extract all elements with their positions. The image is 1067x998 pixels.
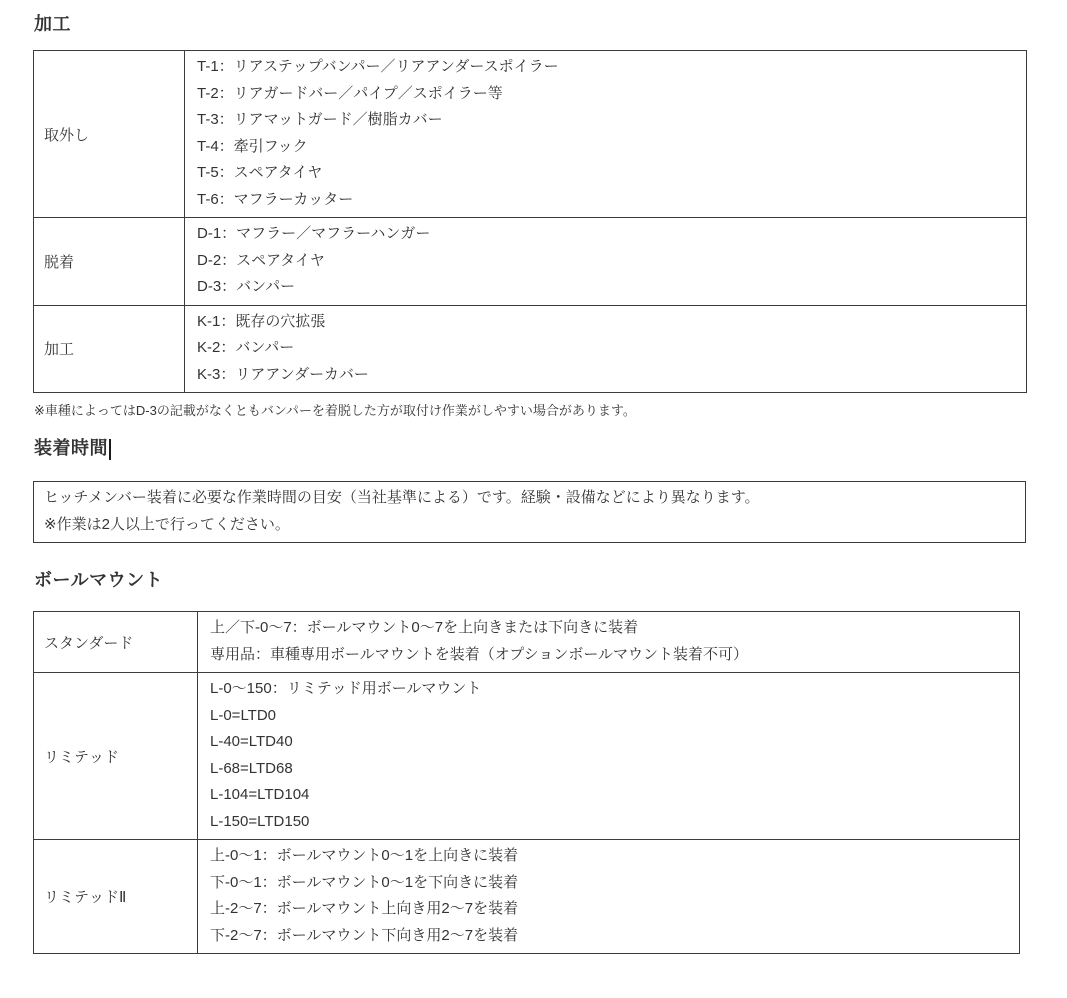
section-heading-ballmount: ボールマウント: [34, 570, 164, 590]
cell-line: D-3：バンパー: [197, 278, 296, 295]
section-heading-kakou: 加工: [34, 14, 71, 34]
row-items: [198, 612, 1020, 673]
row-items: [185, 51, 1027, 218]
cell-line: T-6：マフラーカッター: [197, 190, 354, 208]
info-box-line: ヒッチメンバー装着に必要な作業時間の目安（当社基準による）です。経験・設備などにより異なります。: [44, 489, 760, 506]
cell-line: D-1：マフラー／マフラーハンガー: [197, 225, 431, 242]
cell-line: T-1：リアステップバンパー／リアアンダースポイラー: [197, 58, 559, 75]
cell-line: L-150=LTD150: [210, 812, 310, 830]
spacer: [33, 418, 1067, 437]
row-label: 加工: [34, 305, 185, 393]
cell-line: D-2：スペアタイヤ: [197, 251, 325, 269]
row-items: [185, 305, 1027, 393]
cell-line: T-3：リアマットガード／樹脂カバー: [197, 111, 443, 128]
info-box-line: ※作業は2人以上で行ってください。: [44, 515, 290, 533]
row-label: 脱着: [34, 218, 185, 306]
cell-line: 専用品：車種専用ボールマウントを装着（オプションボールマウント装着不可）: [210, 645, 749, 663]
cell-line: T-5：スペアタイヤ: [197, 164, 323, 181]
table-row-datchaku: [34, 218, 1027, 306]
cell-line: T-2：リアガードバー／パイプ／スポイラー等: [197, 84, 503, 102]
table-row-kakou: [34, 305, 1027, 393]
cell-line: K-1：既存の穴拡張: [197, 312, 326, 330]
table-row-limited2: [34, 840, 1020, 954]
cell-line: K-2：バンパー: [197, 339, 295, 356]
section-heading-text: 装着時間: [34, 438, 108, 458]
table-row-torihazushi: [34, 51, 1027, 218]
cell-line: T-4：牽引フック: [197, 137, 308, 155]
row-items: [198, 840, 1020, 954]
info-box-souchaku: [33, 481, 1026, 543]
cell-line: L-104=LTD104: [210, 786, 310, 803]
row-label: リミテッドⅡ: [34, 840, 198, 954]
section-heading-souchaku: [34, 437, 1067, 458]
cell-line: 上-0～1：ボールマウント0～1を上向きに装着: [210, 847, 519, 864]
footnote-d3: ※車種によってはD-3の記載がなくともバンパーを着脱した方が取付け作業がしやすい場合があります。: [34, 403, 636, 418]
cell-line: L-68=LTD68: [210, 759, 293, 777]
kakou-table: [33, 50, 1027, 393]
text-cursor-caret: [109, 439, 111, 460]
row-label: スタンダード: [34, 612, 198, 673]
cell-line: L-0～150：リミテッド用ボールマウント: [210, 680, 482, 697]
ballmount-table: [33, 611, 1020, 954]
cell-line: L-0=LTD0: [210, 706, 277, 724]
row-label: リミテッド: [34, 673, 198, 840]
cell-line: K-3：リアアンダーカバー: [197, 365, 369, 383]
row-label: 取外し: [34, 51, 185, 218]
row-items: [198, 673, 1020, 840]
table-row-standard: [34, 612, 1020, 673]
cell-line: 上／下-0～7：ボールマウント0～7を上向きまたは下向きに装着: [210, 619, 639, 636]
cell-line: 下-2～7：ボールマウント下向き用2～7を装着: [210, 926, 519, 944]
cell-line: 上-2～7：ボールマウント上向き用2～7を装着: [210, 900, 519, 917]
cell-line: L-40=LTD40: [210, 733, 293, 750]
row-items: [185, 218, 1027, 306]
cell-line: 下-0～1：ボールマウント0～1を下向きに装着: [210, 873, 519, 891]
table-row-limited: [34, 673, 1020, 840]
